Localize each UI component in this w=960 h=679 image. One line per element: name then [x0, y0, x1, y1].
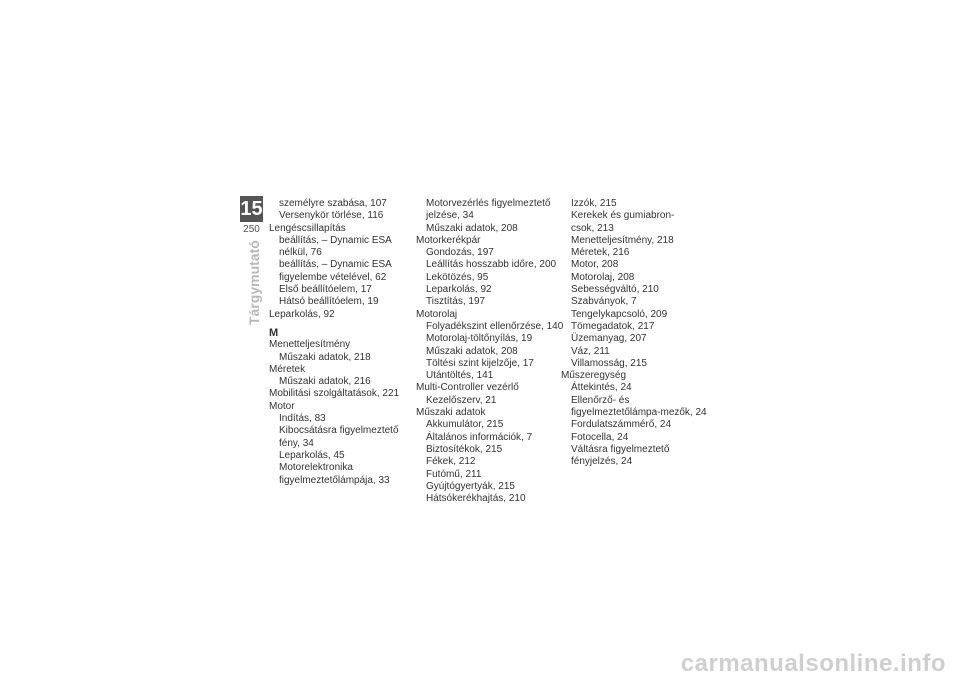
index-subentry: Töltési szint kijelzője, 17: [426, 357, 534, 369]
index-subentry: Menetteljesítmény, 218: [571, 234, 674, 246]
index-subentry: Tömegadatok, 217: [571, 320, 655, 332]
index-column-2: [416, 198, 564, 505]
index-subentry: Váltásra figyelmeztető: [571, 443, 670, 455]
index-subentry: beállítás, – Dynamic ESA: [279, 234, 392, 246]
index-subentry: személyre szabása, 107: [279, 198, 387, 209]
index-subentry: fény, 34: [279, 437, 314, 449]
watermark-footer: [0, 649, 960, 679]
chapter-tab: [240, 196, 263, 240]
index-subentry: Fordulatszámmérő, 24: [571, 419, 672, 431]
index-subentry: Utántöltés, 141: [426, 370, 494, 382]
index-subentry: Motorvezérlés figyelmeztető: [426, 198, 551, 209]
index-subentry: Gyújtógyertyák, 215: [426, 480, 515, 492]
index-subentry: Tisztítás, 197: [426, 296, 486, 308]
index-subentry: Fotocella, 24: [571, 431, 629, 443]
index-entry: Motor: [269, 400, 295, 412]
index-subentry: beállítás, – Dynamic ESA: [279, 259, 392, 271]
index-subentry: Áttekintés, 24: [571, 382, 632, 394]
index-subentry: Fékek, 212: [426, 456, 476, 468]
index-subentry: Műszaki adatok, 208: [426, 345, 518, 357]
index-subentry: Indítás, 83: [279, 413, 326, 425]
index-subentry: Hátsó beállítóelem, 19: [279, 296, 379, 308]
index-letter-heading: M: [269, 326, 279, 339]
index-column-3: [561, 198, 707, 469]
index-entry: Leparkolás, 92: [269, 308, 335, 320]
index-subentry: Ellenőrző- és: [571, 394, 630, 406]
index-entry: Motorolaj: [416, 308, 458, 320]
index-subentry: Tengelykapcsoló, 209: [571, 308, 668, 320]
index-subentry: fényjelzés, 24: [571, 456, 633, 468]
index-entry: Motorkerékpár: [416, 234, 481, 246]
index-subentry: Villamosság, 215: [571, 357, 647, 369]
index-subentry: Kibocsátásra figyelmeztető: [279, 425, 399, 437]
index-subentry: Szabványok, 7: [571, 296, 637, 308]
index-entry: Menetteljesítmény: [269, 339, 351, 351]
index-subentry: Folyadékszint ellenőrzése, 140: [426, 320, 564, 332]
index-subentry: Műszaki adatok, 216: [279, 376, 371, 388]
index-column-1: [269, 198, 409, 487]
index-entry: Műszaki adatok: [416, 407, 486, 419]
index-subentry: Futómű, 211: [426, 468, 482, 480]
index-subentry: Méretek, 216: [571, 247, 630, 259]
index-subentry: nélkül, 76: [279, 247, 322, 259]
index-subentry: csok, 213: [571, 222, 614, 234]
index-entry: Mobilitási szolgáltatások, 221: [269, 388, 400, 400]
section-title-vertical: Tárgymutató: [246, 240, 262, 325]
index-subentry: Általános információk, 7: [426, 431, 533, 443]
index-subentry: jelzése, 34: [426, 210, 474, 222]
index-subentry: Versenykör törlése, 116: [279, 210, 384, 222]
index-subentry: Műszaki adatok, 218: [279, 351, 371, 363]
index-subentry: Hátsókerékhajtás, 210: [426, 493, 526, 505]
index-subentry: figyelmeztetőlámpája, 33: [279, 474, 390, 486]
watermark-text: carmanualsonline.info: [680, 650, 946, 677]
index-subentry: Motor, 208: [571, 259, 619, 271]
index-entry: Lengéscsillapítás: [269, 222, 346, 234]
index-subentry: Biztosítékok, 215: [426, 443, 503, 455]
index-subentry: Leparkolás, 92: [426, 284, 492, 296]
index-subentry: Motorolaj, 208: [571, 271, 635, 283]
index-subentry: Lekötözés, 95: [426, 271, 489, 283]
page-number: 250: [243, 224, 260, 235]
index-subentry: Műszaki adatok, 208: [426, 222, 518, 234]
chapter-number: 15: [240, 198, 263, 220]
index-entry: Multi-Controller vezérlő: [416, 382, 519, 394]
index-subentry: Kezelőszerv, 21: [426, 394, 497, 406]
index-entry: Méretek: [269, 363, 306, 375]
index-subentry: Izzók, 215: [571, 198, 617, 209]
index-subentry: Gondozás, 197: [426, 247, 494, 259]
index-subentry: Akkumulátor, 215: [426, 419, 504, 431]
index-subentry: figyelmeztetőlámpa-mezők, 24: [571, 407, 707, 419]
index-subentry: Leállítás hosszabb időre, 200: [426, 259, 557, 271]
index-subentry: Üzemanyag, 207: [571, 333, 647, 345]
index-subentry: figyelembe vételével, 62: [279, 271, 387, 283]
index-subentry: Motorolaj-töltőnyílás, 19: [426, 333, 533, 345]
index-subentry: Első beállítóelem, 17: [279, 284, 372, 296]
index-subentry: Leparkolás, 45: [279, 449, 345, 461]
index-subentry: Motorelektronika: [279, 462, 353, 474]
index-entry: Műszeregység: [561, 370, 627, 382]
index-subentry: Váz, 211: [571, 345, 610, 357]
index-subentry: Sebességváltó, 210: [571, 284, 659, 296]
index-subentry: Kerekek és gumiabron-: [571, 210, 675, 222]
